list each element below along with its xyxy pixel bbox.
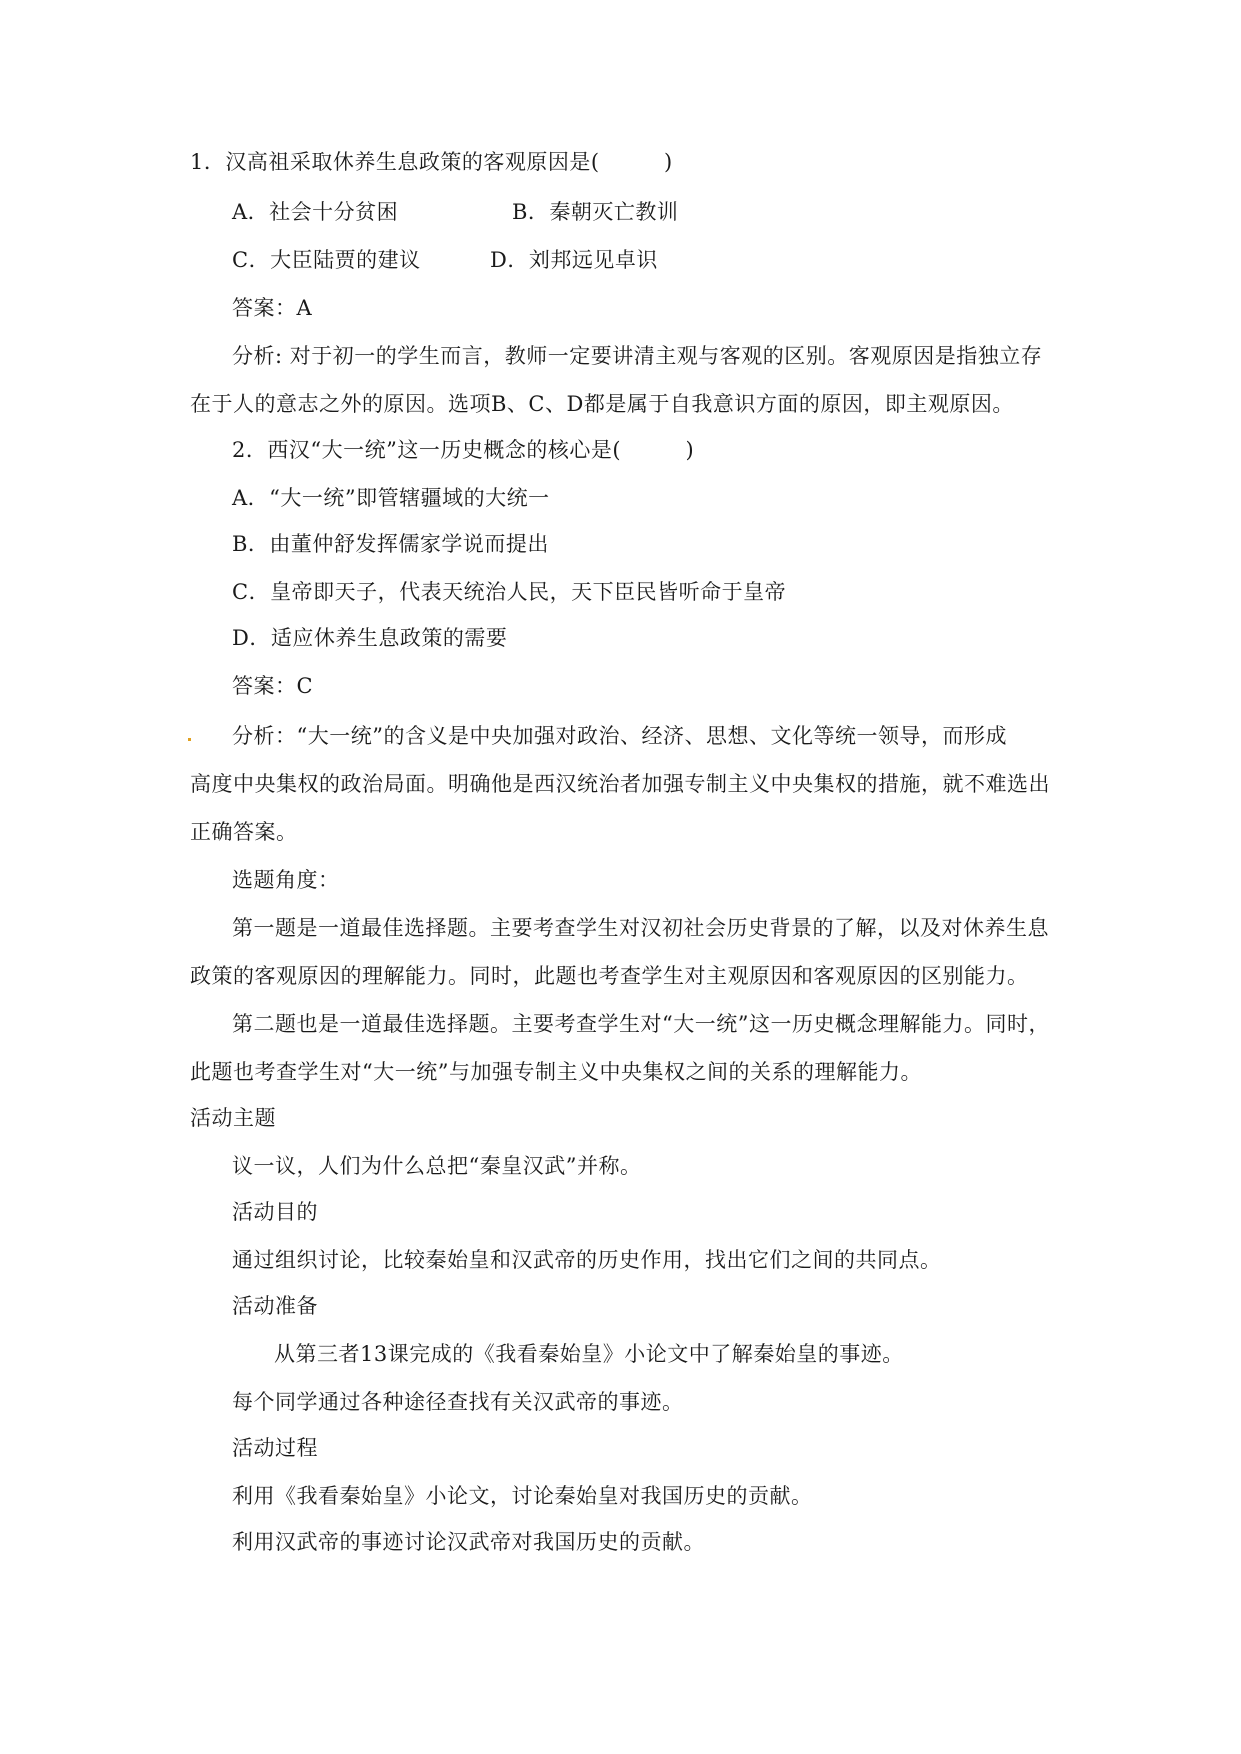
activity-goal-heading: 活动目的 — [232, 1200, 318, 1224]
angle-paragraph-line: 第二题也是一道最佳选择题。主要考查学生对“大一统”这一历史概念理解能力。同时， — [232, 1012, 1050, 1036]
activity-process-heading: 活动过程 — [232, 1436, 318, 1460]
q2-analysis-line: 分析：“大一统”的含义是中央加强对政治、经济、思想、文化等统一领导，而形成 — [232, 724, 1007, 748]
activity-goal-text: 通过组织讨论，比较秦始皇和汉武帝的历史作用，找出它们之间的共同点。 — [232, 1248, 942, 1272]
activity-prep-line: 每个同学通过各种途径查找有关汉武帝的事迹。 — [232, 1390, 684, 1414]
angle-heading: 选题角度： — [232, 868, 340, 892]
q1-option-b: B．秦朝灭亡教训 — [512, 200, 679, 224]
angle-paragraph-line: 第一题是一道最佳选择题。主要考查学生对汉初社会历史背景的了解，以及对休养生息 — [232, 916, 1049, 940]
q2-analysis-line: 高度中央集权的政治局面。明确他是西汉统治者加强专制主义中央集权的措施，就不难选出 — [190, 772, 1050, 796]
q2-option-a: A．“大一统”即管辖疆域的大统一 — [232, 486, 550, 510]
q2-answer: 答案：C — [232, 674, 314, 698]
activity-theme-heading: 活动主题 — [190, 1106, 276, 1130]
q1-stem: 1．汉高祖采取休养生息政策的客观原因是( ) — [190, 150, 673, 174]
activity-process-line: 利用汉武帝的事迹讨论汉武帝对我国历史的贡献。 — [232, 1530, 705, 1554]
activity-theme-text: 议一议，人们为什么总把“秦皇汉武”并称。 — [232, 1154, 642, 1178]
q1-option-a: A．社会十分贫困 — [232, 200, 399, 224]
q2-option-b: B．由董仲舒发挥儒家学说而提出 — [232, 532, 549, 556]
q1-analysis-line: 分析: 对于初一的学生而言，教师一定要讲清主观与客观的区别。客观原因是指独立存 — [232, 344, 1043, 368]
q1-option-d: D．刘邦远见卓识 — [490, 248, 658, 272]
angle-paragraph-line: 此题也考查学生对“大一统”与加强专制主义中央集权之间的关系的理解能力。 — [190, 1060, 922, 1084]
angle-paragraph-line: 政策的客观原因的理解能力。同时，此题也考查学生对主观原因和客观原因的区别能力。 — [190, 964, 1029, 988]
activity-prep-line: 从第三者13课完成的《我看秦始皇》小论文中了解秦始皇的事迹。 — [274, 1342, 904, 1366]
activity-process-line: 利用《我看秦始皇》小论文，讨论秦始皇对我国历史的贡献。 — [232, 1484, 813, 1508]
q1-answer: 答案：A — [232, 296, 313, 320]
q2-stem: 2．西汉“大一统”这一历史概念的核心是( ) — [232, 438, 695, 462]
q1-analysis-line: 在于人的意志之外的原因。选项B、C、D都是属于自我意识方面的原因，即主观原因。 — [190, 392, 1014, 416]
q2-option-d: D．适应休养生息政策的需要 — [232, 626, 508, 650]
q2-analysis-line: 正确答案。 — [190, 820, 298, 844]
activity-prep-heading: 活动准备 — [232, 1294, 318, 1318]
q1-option-c: C．大臣陆贾的建议 — [232, 248, 421, 272]
q2-option-c: C．皇帝即天子，代表天统治人民，天下臣民皆听命于皇帝 — [232, 580, 787, 604]
stray-mark — [188, 738, 191, 741]
